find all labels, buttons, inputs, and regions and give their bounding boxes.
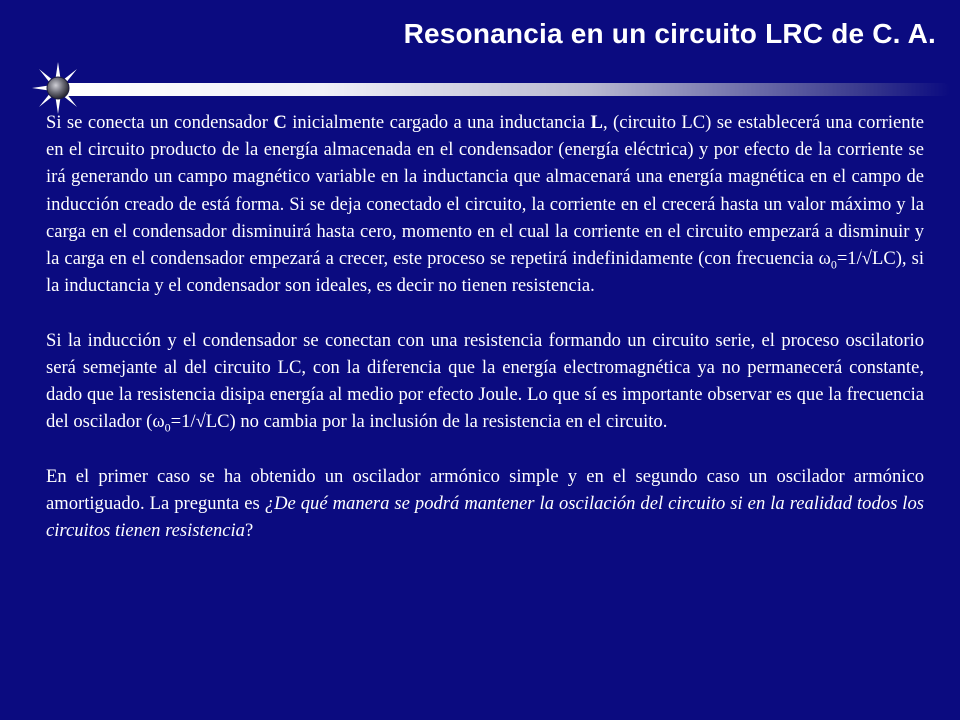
capacitor-symbol: C [273, 112, 287, 133]
paragraph-lrc-circuit: Si la inducción y el condensador se conectan con una resistencia formando un circuito serie, el proceso oscilatorio será semejante al del circuito LC, con la diferencia que la energía electromagnética ya no permanecerá constante, dado que la resistencia disipa energía al medio por efecto Joule. Lo que sí es importante observar es que la frecuencia del oscilador $(\omega_0=1/√LC)$ no cambia por la inclusión de la resistencia en el circuito. [46, 329, 924, 435]
body-text [46, 109, 924, 544]
title-underline-bar [52, 83, 950, 96]
paragraph-lc-circuit: Si se conecta un condensador C inicialmente cargado a una inductancia L, (circuito LC) se establecerá una corriente en el circuito producto de la energía almacenada en el condensador (energía eléctrica) y por efecto de la corriente se irá generando un campo magnético variable en la inductancia que almacenará una energía magnética en el campo de inducción creado de está forma. Si se deja conectado el circuito, la corriente en el crecerá hasta un valor máximo y la carga en el condensador disminuirá hasta cero, momento en el cual la corriente en el circuito empezará a disminuir y la carga en el condensador empezará a crecer, este proceso se repetirá indefinidamente (con frecuencia $\omega_0=1/√LC$), si la inductancia y el condensador son ideales, es decir no tienen resistencia. [46, 112, 925, 297]
paragraph-conclusion: En el primer caso se ha obtenido un oscilador armónico simple y en el segundo caso un oscilador armónico amortiguado. La pregunta es ¿De qué manera se podrá mantener la oscilación del circuito si en la realidad todos los circuitos tienen resistencia? [46, 465, 925, 542]
slide-title: Resonancia en un circuito LRC de C. A. [403, 18, 936, 49]
resonance-frequency-formula: $\omega_0=1/√LC$) [818, 248, 902, 272]
starburst-icon [30, 60, 86, 116]
question-text: ¿De qué manera se podrá mantener la oscilación del circuito si en la realidad todos los circuitos tienen resistencia [46, 492, 925, 542]
inductance-symbol: L [590, 112, 603, 133]
resonance-frequency-formula: $(\omega_0=1/√LC)$ [146, 411, 236, 435]
